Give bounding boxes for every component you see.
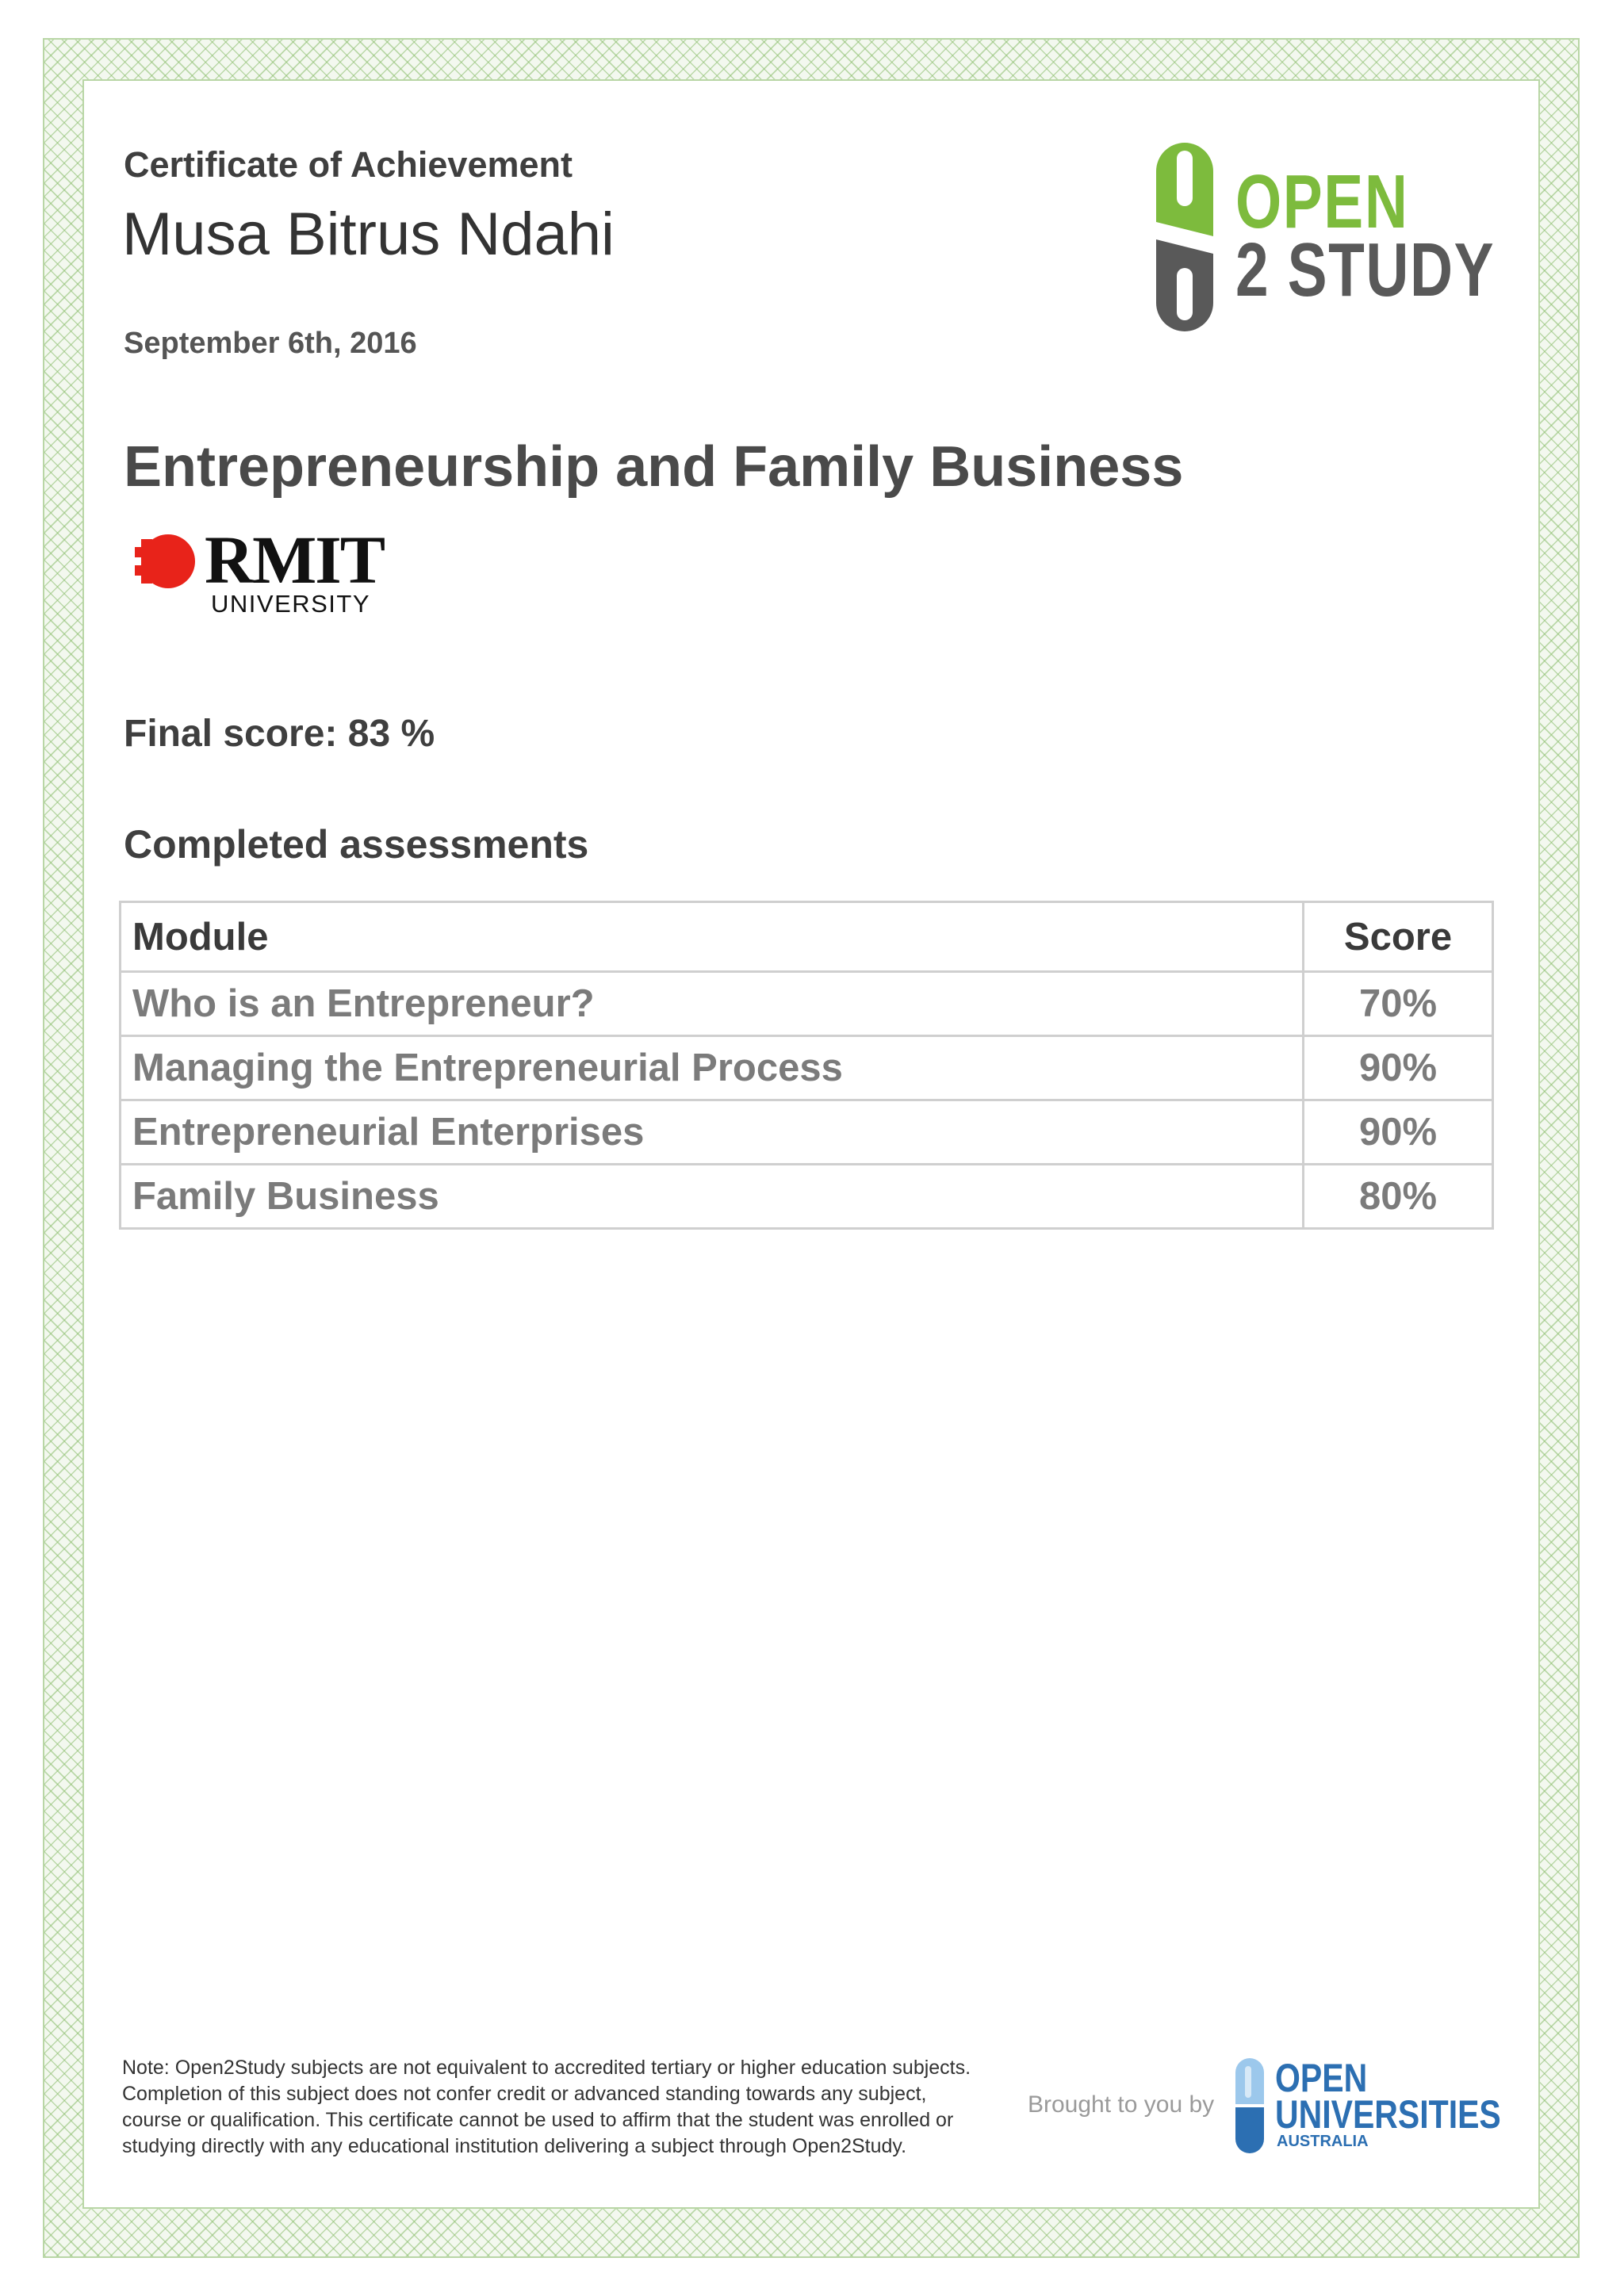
rmit-pixel-mark-icon (135, 531, 195, 591)
module-cell: Entrepreneurial Enterprises (121, 1100, 1304, 1165)
table-row (121, 1036, 1493, 1100)
open2study-open-text: OPEN (1235, 159, 1409, 244)
table-row (121, 972, 1493, 1036)
disclaimer-note: Note: Open2Study subjects are not equivalent to accredited tertiary or higher education subjects. Completion of this subject does not confer credit or advanced standing towards any subject, course or qualification. This certificate cannot be used to affirm that the student was enrolled or studying directly with any educational institution delivering a subject through Open2Study. (122, 2057, 971, 2157)
assessments-heading: Completed assessments (124, 822, 589, 867)
assessments-table (119, 901, 1494, 1230)
score-cell: 70% (1304, 972, 1493, 1036)
module-cell: Family Business (121, 1165, 1304, 1229)
recipient-name: Musa Bitrus Ndahi (122, 201, 615, 268)
rmit-wordmark: RMIT (205, 522, 385, 598)
score-cell: 90% (1304, 1036, 1493, 1100)
score-cell: 80% (1304, 1165, 1493, 1229)
rmit-logo (135, 522, 389, 623)
column-header-score: Score (1304, 902, 1493, 972)
course-title: Entrepreneurship and Family Business (124, 435, 1184, 499)
open2study-s-mark-icon (1153, 140, 1216, 335)
module-cell: Who is an Entrepreneur? (121, 972, 1304, 1036)
brought-by-label: Brought to you by (1028, 2091, 1215, 2118)
open-universities-capsule-icon (1234, 2057, 1266, 2155)
module-cell: Managing the Entrepreneurial Process (121, 1036, 1304, 1100)
oua-universities-text: UNIVERSITIES (1275, 2092, 1501, 2137)
oua-australia-text: AUSTRALIA (1277, 2133, 1369, 2150)
final-score: Final score: 83 % (124, 713, 435, 755)
table-header-row (121, 902, 1493, 972)
issue-date: September 6th, 2016 (124, 327, 417, 360)
table-row (121, 1165, 1493, 1229)
column-header-module: Module (121, 902, 1304, 972)
score-cell: 90% (1304, 1100, 1493, 1165)
certificate-label: Certificate of Achievement (124, 144, 573, 185)
open2study-study-text: 2 STUDY (1235, 228, 1496, 312)
open2study-logo (1153, 140, 1496, 335)
oua-open-text: OPEN (1275, 2056, 1368, 2100)
table-row (121, 1100, 1493, 1165)
rmit-subtitle: UNIVERSITY (211, 590, 371, 618)
open-universities-logo (1234, 2055, 1503, 2158)
